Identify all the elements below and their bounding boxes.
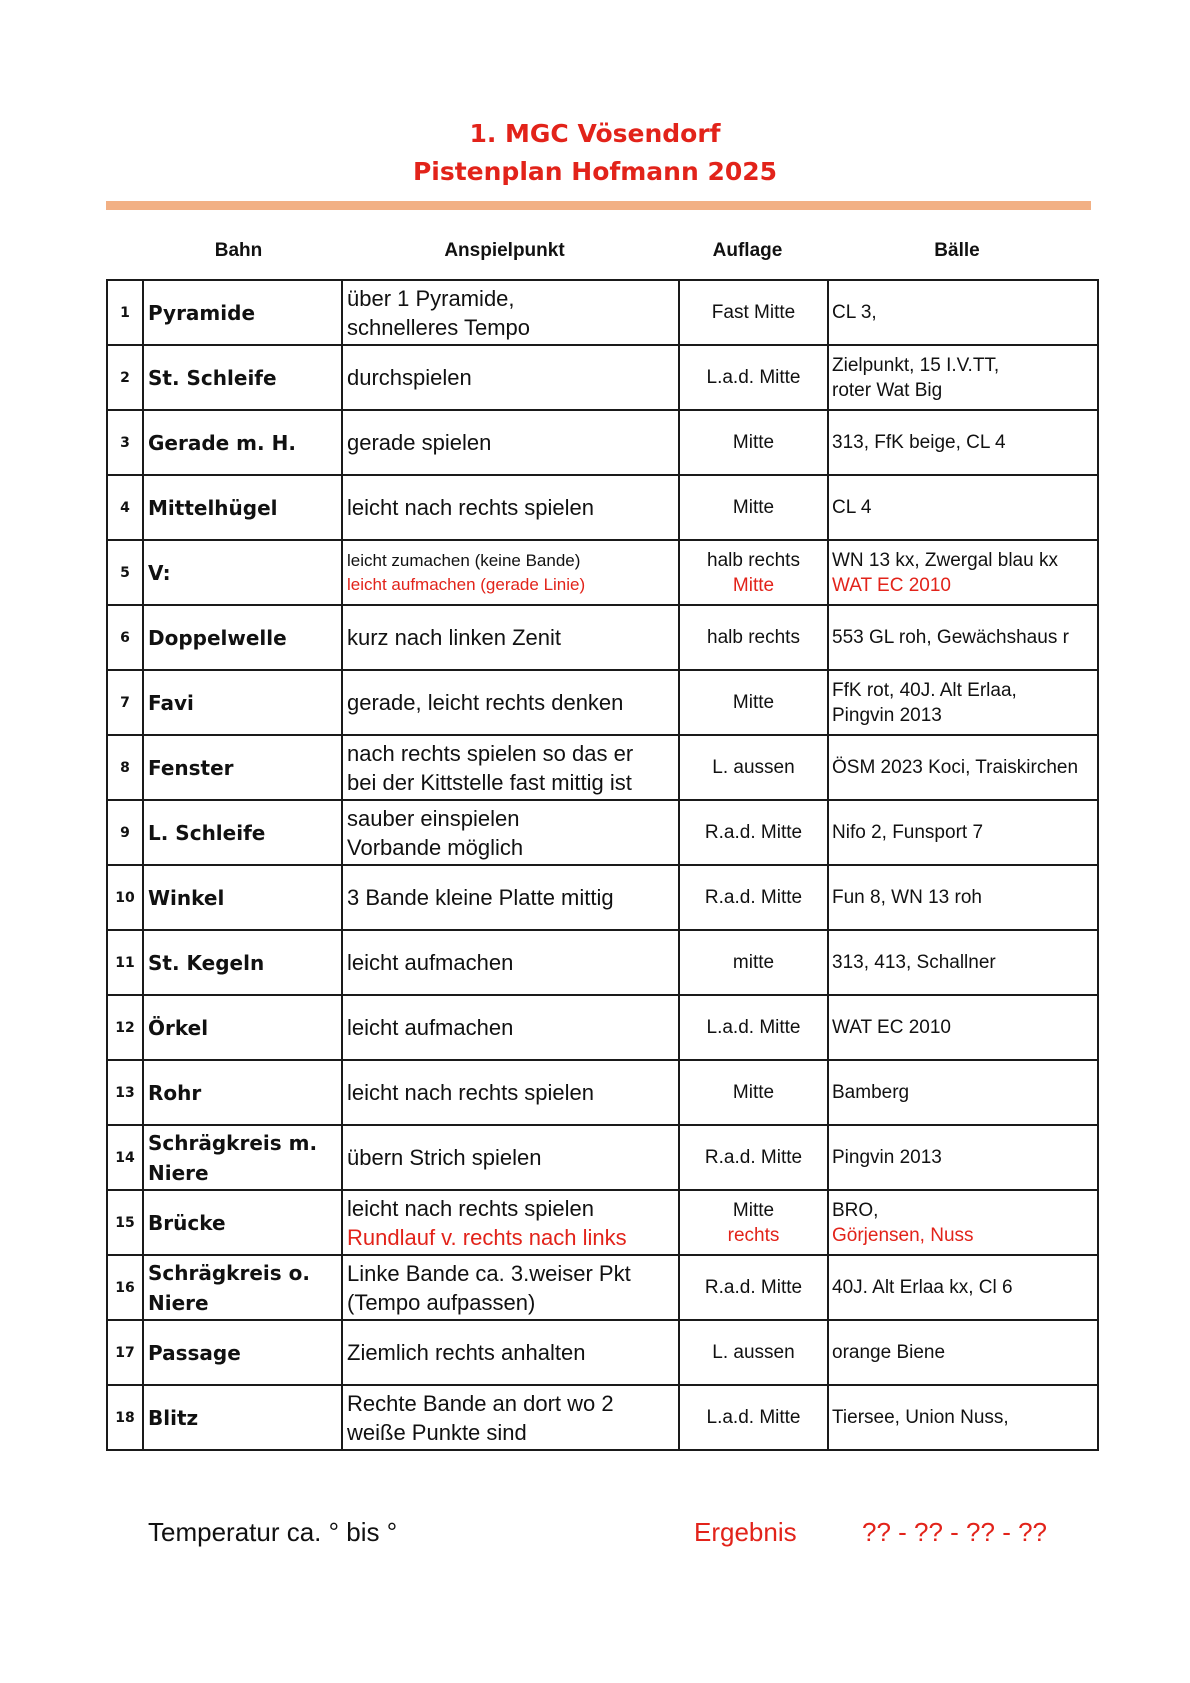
lane-name-cell xyxy=(143,280,342,345)
lane-name-cell xyxy=(143,1060,342,1125)
lane-aim-line: leicht zumachen (keine Bande) xyxy=(347,550,581,570)
lane-balls-line: CL 4 xyxy=(832,497,872,518)
lane-balls-cell xyxy=(828,1385,1098,1450)
lane-number-cell: 16 xyxy=(107,1255,143,1320)
table-row xyxy=(107,800,1098,865)
page-subtitle: Pistenplan Hofmann 2025 xyxy=(412,157,778,186)
lane-balls-cell xyxy=(828,605,1098,670)
lane-aim-line: durchspielen xyxy=(347,365,472,390)
lane-name-cell xyxy=(143,995,342,1060)
lane-pad-line: halb rechts xyxy=(707,627,800,648)
lane-name-line: Niere xyxy=(148,1160,209,1185)
lane-pad-line: L. aussen xyxy=(712,1342,795,1363)
lane-balls-line: Zielpunkt, 15 I.V.TT, xyxy=(832,354,1000,376)
lane-name-line: Schrägkreis m. xyxy=(148,1130,318,1155)
lane-aim-line: Rundlauf v. rechts nach links xyxy=(347,1224,627,1250)
lane-name-line: Winkel xyxy=(148,885,225,910)
lane-name-cell xyxy=(143,1320,342,1385)
lane-name-line: Passage xyxy=(148,1340,241,1365)
lane-pad-line: halb rechts xyxy=(707,549,800,571)
lane-aim-cell xyxy=(342,1320,679,1385)
lane-name-cell xyxy=(143,410,342,475)
lane-pad-line: L. aussen xyxy=(712,757,795,778)
lane-number-cell: 1 xyxy=(107,280,143,345)
lane-name-cell xyxy=(143,345,342,410)
lane-aim-cell xyxy=(342,670,679,735)
lane-pad-cell xyxy=(679,930,828,995)
lane-balls-cell xyxy=(828,540,1098,605)
lane-name-cell xyxy=(143,670,342,735)
lane-name-line: Gerade m. H. xyxy=(148,430,296,455)
lane-pad-cell xyxy=(679,605,828,670)
table-row xyxy=(107,540,1098,605)
lane-balls-cell xyxy=(828,410,1098,475)
lane-aim-cell xyxy=(342,1190,679,1255)
lane-name-line: Doppelwelle xyxy=(148,625,287,650)
lane-name-cell xyxy=(143,865,342,930)
lane-balls-cell xyxy=(828,1125,1098,1190)
table-row xyxy=(107,605,1098,670)
lane-aim-line: kurz nach linken Zenit xyxy=(347,625,561,650)
table-row xyxy=(107,280,1098,345)
lane-aim-cell xyxy=(342,1125,679,1190)
lane-balls-line: 313, FfK beige, CL 4 xyxy=(832,432,1006,453)
lane-name-line: Pyramide xyxy=(148,300,256,325)
lane-balls-cell xyxy=(828,865,1098,930)
lane-name-cell xyxy=(143,1255,342,1320)
lane-balls-line: Fun 8, WN 13 roh xyxy=(832,887,982,908)
lane-pad-line: Mitte xyxy=(732,1082,775,1103)
lane-aim-line: Linke Bande ca. 3.weiser Pkt xyxy=(347,1260,631,1286)
lane-pad-line: Mitte xyxy=(732,692,775,713)
lane-name-line: Rohr xyxy=(148,1080,202,1105)
table-row xyxy=(107,410,1098,475)
lane-balls-line: ÖSM 2023 Koci, Traiskirchen xyxy=(832,757,1079,778)
page-title: 1. MGC Vösendorf xyxy=(469,119,721,148)
lane-pad-cell xyxy=(679,410,828,475)
lane-balls-cell xyxy=(828,1255,1098,1320)
lane-pad-cell xyxy=(679,1060,828,1125)
lane-name-cell xyxy=(143,475,342,540)
table-row xyxy=(107,670,1098,735)
lane-pad-line: Mitte xyxy=(732,1199,775,1221)
table-row xyxy=(107,1125,1098,1190)
lane-balls-line: Görjensen, Nuss xyxy=(832,1224,974,1246)
lane-pad-line: L.a.d. Mitte xyxy=(706,1017,801,1038)
lane-aim-cell xyxy=(342,345,679,410)
lane-balls-line: Nifo 2, Funsport 7 xyxy=(832,822,984,843)
lane-aim-line: leicht aufmachen xyxy=(347,1015,514,1040)
lane-pad-cell xyxy=(679,475,828,540)
lane-pad-line: R.a.d. Mitte xyxy=(704,1147,803,1168)
lane-number-cell: 15 xyxy=(107,1190,143,1255)
lane-pad-line: Mitte xyxy=(732,432,775,453)
lane-pad-line: R.a.d. Mitte xyxy=(704,887,803,908)
lane-name-line: St. Schleife xyxy=(148,365,277,390)
lane-pad-cell xyxy=(679,670,828,735)
lane-pad-cell xyxy=(679,865,828,930)
lane-number-cell: 6 xyxy=(107,605,143,670)
lane-balls-cell xyxy=(828,995,1098,1060)
table-row xyxy=(107,1190,1098,1255)
lane-pad-line: L.a.d. Mitte xyxy=(706,1407,801,1428)
table-row xyxy=(107,1060,1098,1125)
lane-aim-line: nach rechts spielen so das er xyxy=(347,740,634,766)
lane-name-cell xyxy=(143,930,342,995)
table-row xyxy=(107,345,1098,410)
lane-aim-cell xyxy=(342,605,679,670)
lane-number-cell: 5 xyxy=(107,540,143,605)
lane-name-line: V: xyxy=(148,560,171,585)
lane-aim-line: Ziemlich rechts anhalten xyxy=(347,1340,586,1365)
lane-name-cell xyxy=(143,800,342,865)
lane-balls-cell xyxy=(828,475,1098,540)
lane-aim-cell xyxy=(342,1060,679,1125)
table-row xyxy=(107,475,1098,540)
lane-name-line: Örkel xyxy=(148,1015,209,1040)
lane-number-cell: 18 xyxy=(107,1385,143,1450)
lane-aim-line: bei der Kittstelle fast mittig ist xyxy=(347,769,632,795)
lane-pad-cell xyxy=(679,1125,828,1190)
lane-aim-line: weiße Punkte sind xyxy=(347,1419,527,1445)
lane-aim-line: leicht nach rechts spielen xyxy=(347,1195,595,1221)
lane-pad-line: rechts xyxy=(727,1224,780,1246)
lane-aim-line: über 1 Pyramide, xyxy=(347,285,515,311)
table-row xyxy=(107,1255,1098,1320)
lane-aim-cell xyxy=(342,930,679,995)
lane-number-cell: 2 xyxy=(107,345,143,410)
lane-number-cell: 4 xyxy=(107,475,143,540)
lane-plan-table xyxy=(106,279,1099,1451)
lane-aim-line: 3 Bande kleine Platte mittig xyxy=(347,885,614,910)
lane-name-cell xyxy=(143,1385,342,1450)
lane-number-cell: 14 xyxy=(107,1125,143,1190)
lane-number-cell: 8 xyxy=(107,735,143,800)
lane-name-line: L. Schleife xyxy=(148,820,266,845)
lane-name-cell xyxy=(143,1190,342,1255)
lane-aim-line: leicht aufmachen xyxy=(347,950,514,975)
lane-name-cell xyxy=(143,540,342,605)
lane-balls-line: WN 13 kx, Zwergal blau kx xyxy=(832,549,1058,571)
lane-number-cell: 13 xyxy=(107,1060,143,1125)
lane-name-line: St. Kegeln xyxy=(148,950,265,975)
lane-balls-line: Pingvin 2013 xyxy=(832,1147,942,1168)
lane-number-cell: 10 xyxy=(107,865,143,930)
lane-balls-line: FfK rot, 40J. Alt Erlaa, xyxy=(832,679,1017,701)
lane-balls-cell xyxy=(828,670,1098,735)
lane-balls-line: Bamberg xyxy=(832,1082,910,1103)
lane-name-line: Schrägkreis o. xyxy=(148,1260,310,1285)
lane-pad-cell xyxy=(679,1385,828,1450)
lane-balls-line: Pingvin 2013 xyxy=(832,704,942,726)
lane-aim-cell xyxy=(342,735,679,800)
lane-name-cell xyxy=(143,1125,342,1190)
lane-balls-line: 553 GL roh, Gewächshaus r xyxy=(832,627,1069,648)
temperature-note: Temperatur ca. ° bis ° xyxy=(148,1517,398,1547)
lane-pad-line: Mitte xyxy=(732,574,775,596)
lane-balls-line: roter Wat Big xyxy=(832,379,943,401)
title-divider xyxy=(106,201,1091,210)
lane-name-line: Favi xyxy=(148,690,194,715)
lane-balls-cell xyxy=(828,735,1098,800)
lane-balls-cell xyxy=(828,1190,1098,1255)
lane-aim-line: Vorbande möglich xyxy=(347,834,524,860)
lane-name-line: Blitz xyxy=(148,1405,199,1430)
lane-name-cell xyxy=(143,605,342,670)
lane-number-cell: 3 xyxy=(107,410,143,475)
lane-pad-cell xyxy=(679,345,828,410)
lane-balls-cell xyxy=(828,280,1098,345)
lane-pad-line: Fast Mitte xyxy=(711,302,796,323)
table-row xyxy=(107,1320,1098,1385)
lane-pad-cell xyxy=(679,800,828,865)
table-row xyxy=(107,1385,1098,1450)
lane-name-line: Niere xyxy=(148,1290,209,1315)
table-row xyxy=(107,930,1098,995)
lane-aim-line: Rechte Bande an dort wo 2 xyxy=(347,1390,614,1416)
lane-pad-cell xyxy=(679,1255,828,1320)
lane-balls-line: WAT EC 2010 xyxy=(832,574,951,596)
lane-aim-line: (Tempo aufpassen) xyxy=(347,1289,536,1315)
lane-balls-line: Tiersee, Union Nuss, xyxy=(832,1407,1009,1428)
lane-balls-cell xyxy=(828,345,1098,410)
lane-balls-line: CL 3, xyxy=(832,302,877,323)
lane-number-cell: 12 xyxy=(107,995,143,1060)
lane-balls-cell xyxy=(828,1060,1098,1125)
lane-number-cell: 9 xyxy=(107,800,143,865)
lane-aim-cell xyxy=(342,475,679,540)
lane-aim-cell xyxy=(342,800,679,865)
lane-pad-cell xyxy=(679,540,828,605)
lane-number-cell: 7 xyxy=(107,670,143,735)
lane-pad-line: R.a.d. Mitte xyxy=(704,1277,803,1298)
lane-pad-line: mitte xyxy=(732,952,775,973)
column-header-baelle: Bälle xyxy=(934,240,980,261)
lane-number-cell: 17 xyxy=(107,1320,143,1385)
column-header-anspielpunkt: Anspielpunkt xyxy=(444,240,565,261)
lane-balls-line: 40J. Alt Erlaa kx, Cl 6 xyxy=(832,1277,1013,1298)
lane-aim-line: übern Strich spielen xyxy=(347,1145,542,1170)
lane-aim-cell xyxy=(342,1385,679,1450)
lane-balls-cell xyxy=(828,1320,1098,1385)
lane-aim-cell xyxy=(342,1255,679,1320)
lane-pad-cell xyxy=(679,1190,828,1255)
lane-name-line: Brücke xyxy=(148,1210,226,1235)
lane-balls-line: 313, 413, Schallner xyxy=(832,952,996,973)
lane-pad-cell xyxy=(679,735,828,800)
lane-aim-cell xyxy=(342,280,679,345)
lane-aim-line: leicht aufmachen (gerade Linie) xyxy=(347,574,586,594)
lane-aim-cell xyxy=(342,410,679,475)
lane-aim-line: schnelleres Tempo xyxy=(347,314,531,340)
lane-name-line: Mittelhügel xyxy=(148,495,278,520)
lane-aim-cell xyxy=(342,865,679,930)
lane-pad-cell xyxy=(679,280,828,345)
lane-aim-line: gerade spielen xyxy=(347,430,492,455)
lane-balls-line: orange Biene xyxy=(832,1342,946,1363)
lane-aim-line: leicht nach rechts spielen xyxy=(347,1080,595,1105)
lane-pad-cell xyxy=(679,1320,828,1385)
table-row xyxy=(107,865,1098,930)
lane-aim-line: leicht nach rechts spielen xyxy=(347,495,595,520)
column-header-bahn: Bahn xyxy=(214,240,263,261)
lane-balls-cell xyxy=(828,930,1098,995)
lane-name-cell xyxy=(143,735,342,800)
lane-number-cell: 11 xyxy=(107,930,143,995)
lane-balls-cell xyxy=(828,800,1098,865)
lane-pad-line: L.a.d. Mitte xyxy=(706,367,801,388)
lane-name-line: Fenster xyxy=(148,755,234,780)
lane-aim-line: gerade, leicht rechts denken xyxy=(347,690,624,715)
lane-aim-cell xyxy=(342,995,679,1060)
lane-balls-line: WAT EC 2010 xyxy=(832,1017,951,1038)
lane-pad-cell xyxy=(679,995,828,1060)
table-row xyxy=(107,995,1098,1060)
lane-plan-rows xyxy=(107,280,1098,1450)
table-row xyxy=(107,735,1098,800)
column-header-auflage: Auflage xyxy=(712,240,783,261)
lane-aim-cell xyxy=(342,540,679,605)
lane-aim-line: sauber einspielen xyxy=(347,805,520,831)
lane-balls-line: BRO, xyxy=(832,1199,879,1221)
lane-pad-line: R.a.d. Mitte xyxy=(704,822,803,843)
result-label: Ergebnis xyxy=(694,1517,797,1547)
result-value: ?? - ?? - ?? - ?? xyxy=(862,1517,1047,1547)
lane-pad-line: Mitte xyxy=(732,497,775,518)
